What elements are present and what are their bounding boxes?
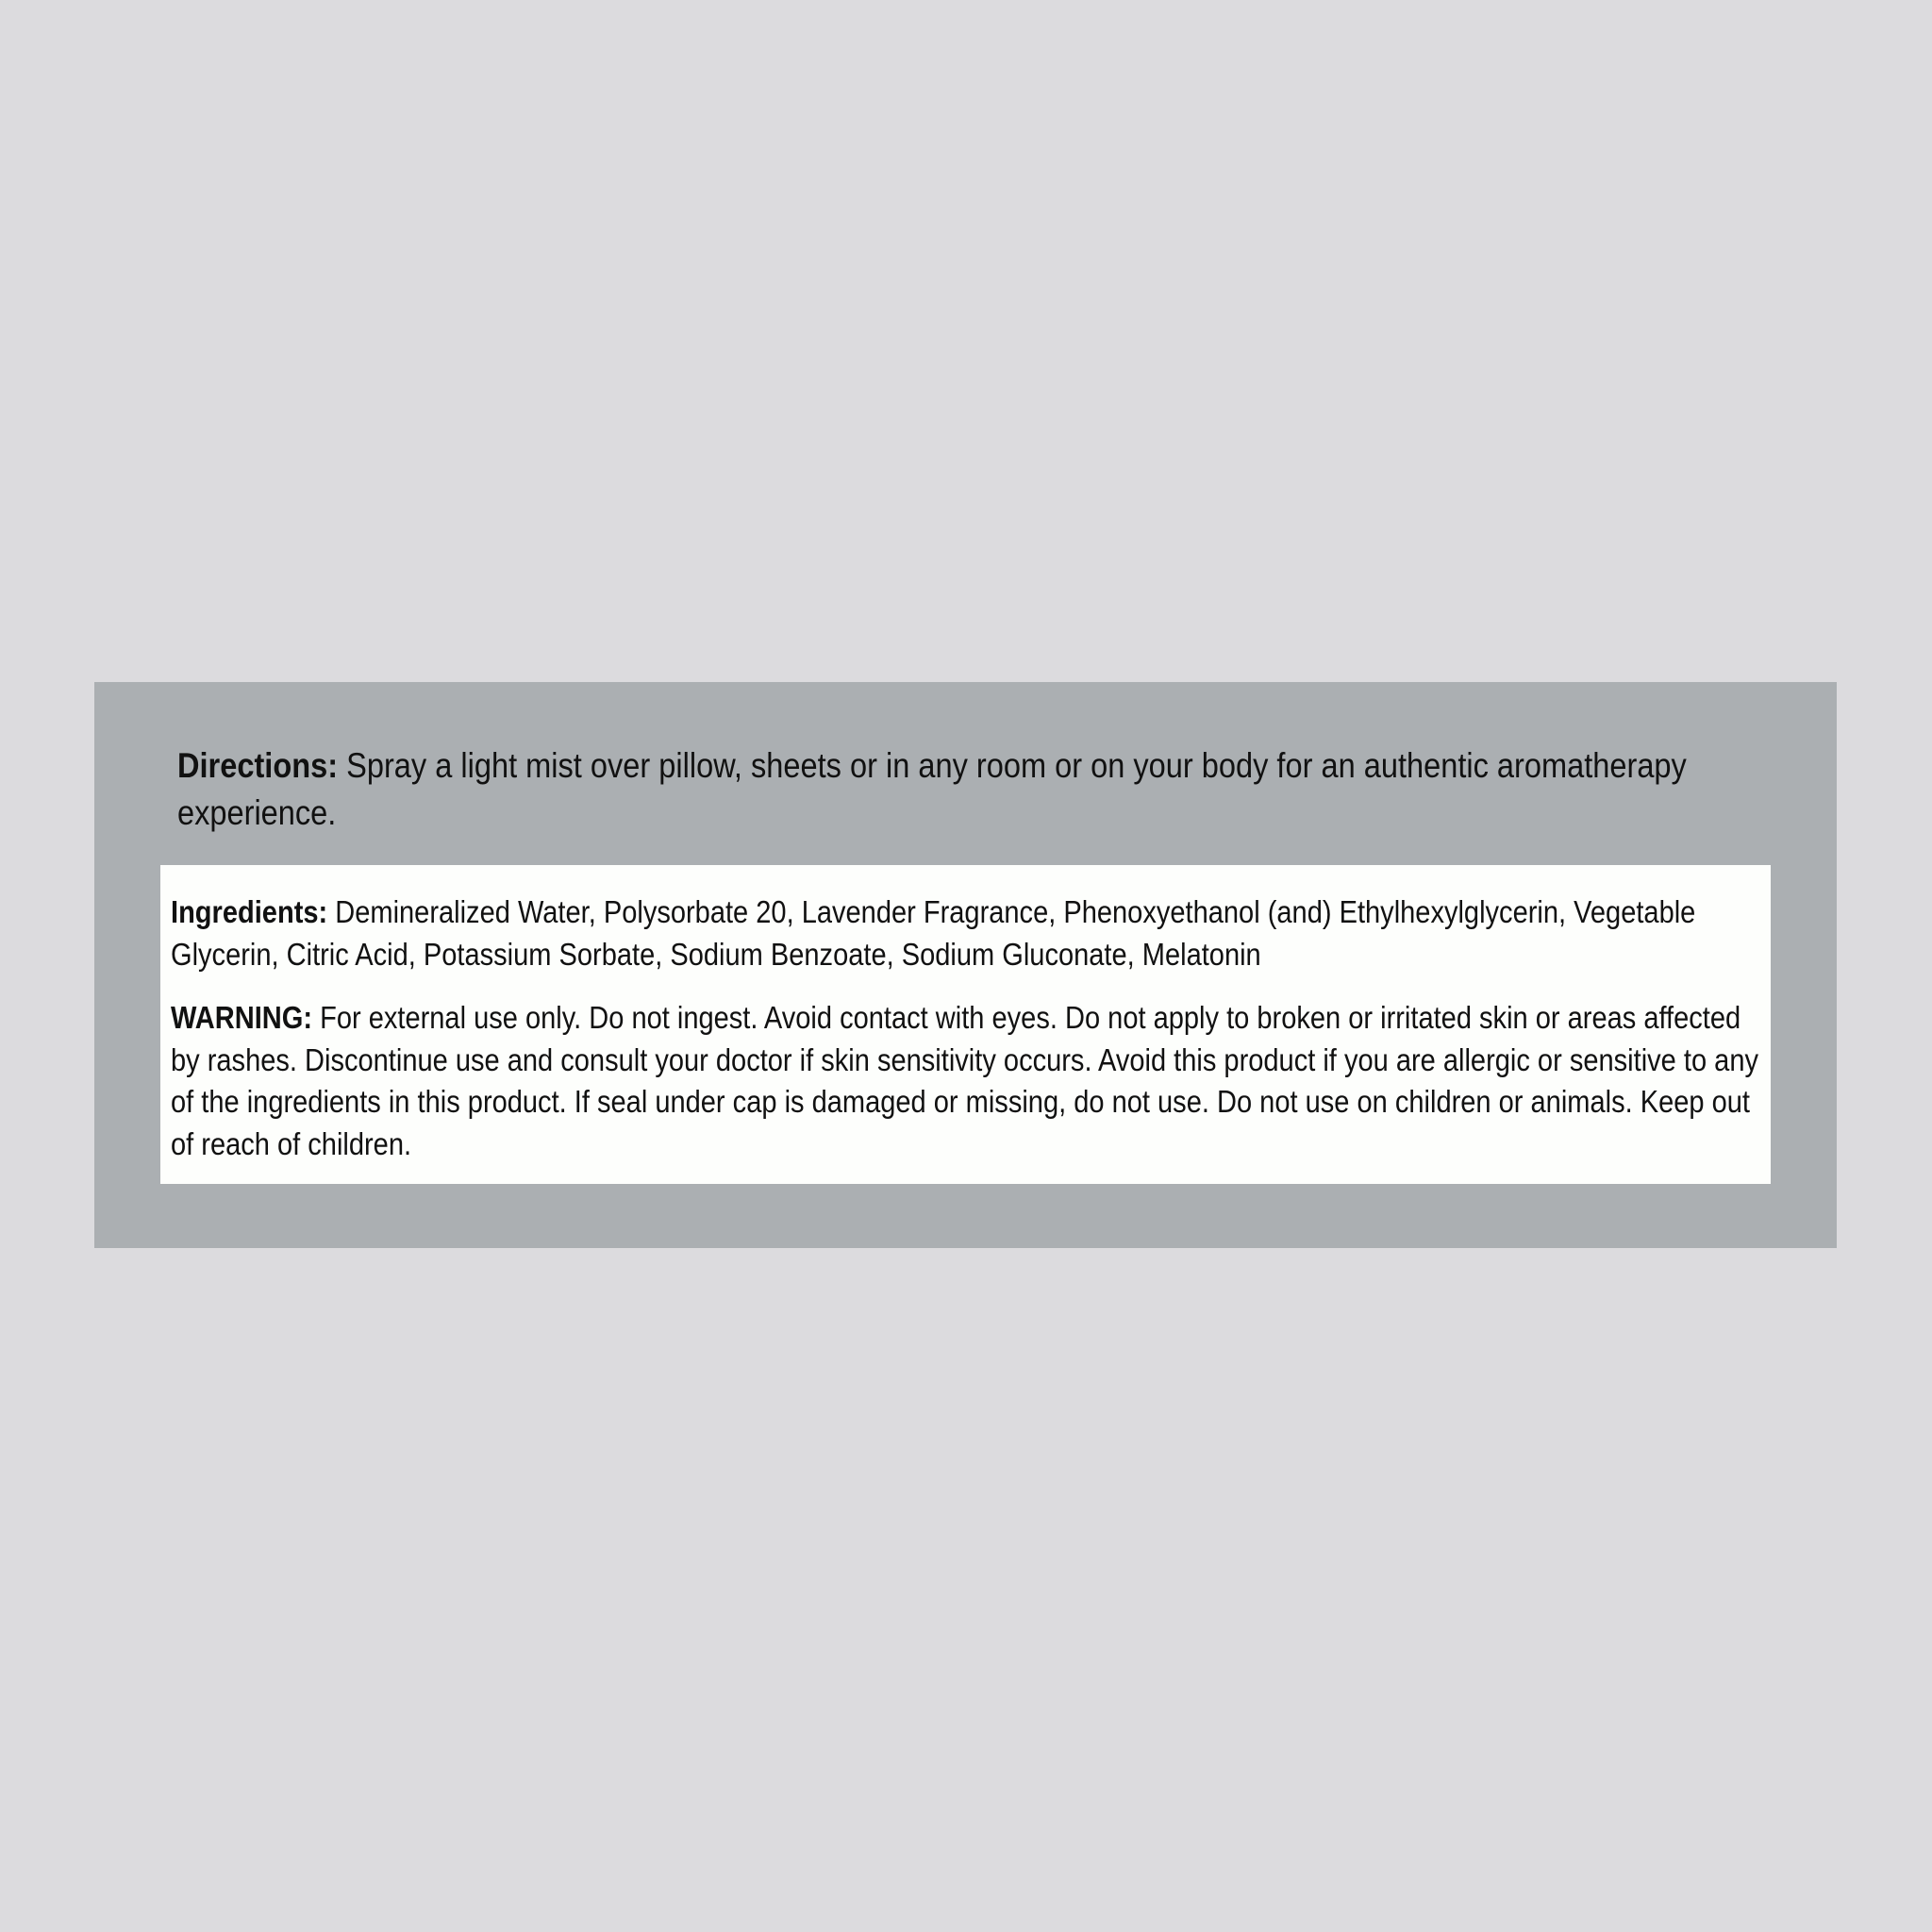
label-panel [94, 682, 1837, 1248]
directions-text: Spray a light mist over pillow, sheets or in any room or on your body for an authentic aromatherapy experience. [177, 746, 1687, 832]
warning-text: For external use only. Do not ingest. Avoid contact with eyes. Do not apply to broken or irritated skin or areas affected by rashes. Discontinue use and consult your doctor if skin sensitivity occurs. Avoid this product if you are allergic or sensitive to any of the ingredients in this product. If seal under cap is damaged or missing, do not use. Do not use on children or animals. Keep out of reach of children. [171, 1000, 1758, 1161]
info-text [171, 891, 1777, 1165]
ingredients-paragraph [171, 891, 1777, 975]
directions-paragraph [177, 742, 1746, 837]
directions-heading: Directions: [177, 746, 347, 785]
ingredients-heading: Ingredients: [171, 894, 336, 929]
ingredients-text: Demineralized Water, Polysorbate 20, Lavender Fragrance, Phenoxyethanol (and) Ethylhexylglycerin, Vegetable Glycerin, Citric Acid, Potassium Sorbate, Sodium Benzoate, Sodium Gluconate, Melatonin [171, 894, 1696, 972]
warning-heading: WARNING: [171, 1000, 321, 1035]
warning-paragraph [171, 997, 1777, 1165]
ingredients-warning-box [160, 865, 1771, 1184]
